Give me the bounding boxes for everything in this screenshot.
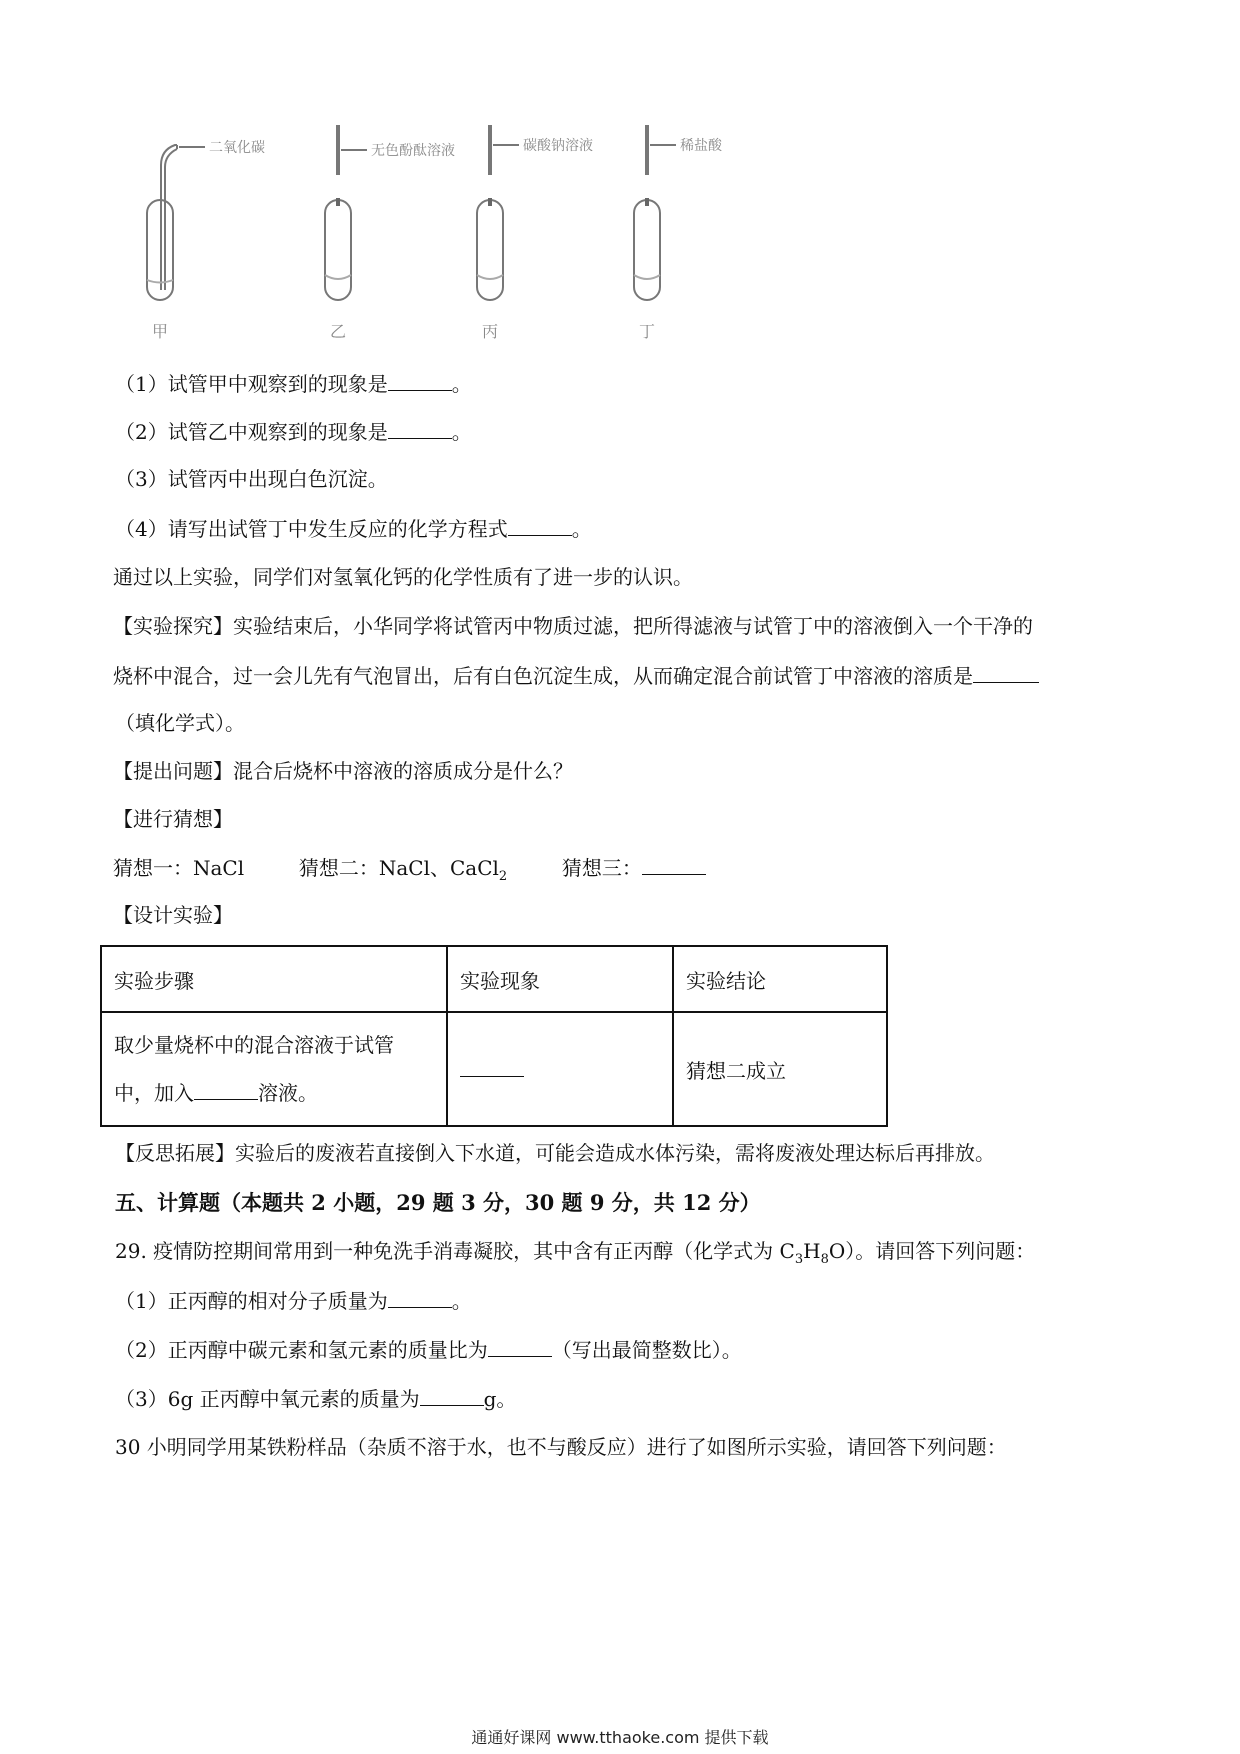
reagent-blank[interactable] <box>194 1079 258 1100</box>
question-29-2: （2）正丙醇中碳元素和氢元素的质量比为 （写出最简整数比）。 <box>115 1338 742 1362</box>
guess-2: 猜想二：NaCl、CaCl$_2$ <box>298 856 508 884</box>
question-4: （4）请写出试管丁中发生反应的化学方程式 。 <box>115 517 592 541</box>
question-2: （2）试管乙中观察到的现象是 。 <box>115 420 472 444</box>
question-heading: 【提出问题】混合后烧杯中溶液的溶质成分是什么？ <box>113 759 573 783</box>
tube-bing <box>477 125 503 300</box>
oxygen-mass-blank[interactable] <box>420 1385 484 1406</box>
question-3: （3）试管丙中出现白色沉淀。 <box>115 467 388 491</box>
header-phenomenon: 实验现象 <box>447 946 673 1012</box>
tube-jia <box>147 145 177 300</box>
summary-text: 通过以上实验，同学们对氢氧化钙的化学性质有了进一步的认识。 <box>113 565 693 589</box>
tube-ding <box>634 125 660 300</box>
cell-steps: 取少量烧杯中的混合溶液于试管 中，加入 溶液。 <box>101 1012 447 1126</box>
reagent-label-jia: 二氧化碳 <box>209 140 265 156</box>
reagent-label-bing: 碳酸钠溶液 <box>523 138 593 154</box>
explore-line-3: （填化学式）。 <box>115 711 245 735</box>
question-29-3: （3）6g 正丙醇中氧元素的质量为 g。 <box>115 1387 517 1411</box>
experiment-table <box>100 945 888 1127</box>
reagent-label-ding: 稀盐酸 <box>680 138 722 154</box>
answer-blank-2[interactable] <box>388 418 452 439</box>
tube-label-ding: 丁 <box>639 322 656 341</box>
tube-label-bing: 丙 <box>482 322 499 341</box>
explore-line-1: 【实验探究】实验结束后，小华同学将试管丙中物质过滤，把所得滤液与试管丁中的溶液倒入一个干净的 <box>113 614 1033 638</box>
phenomenon-blank[interactable] <box>460 1056 524 1077</box>
question-29-1: （1）正丙醇的相对分子质量为 。 <box>115 1289 472 1313</box>
test-tube-figure <box>135 115 775 345</box>
cell-conclusion: 猜想二成立 <box>673 1012 887 1126</box>
answer-blank-4[interactable] <box>508 515 572 536</box>
guess-1: 猜想一：NaCl <box>113 856 245 880</box>
table-row <box>101 1012 887 1126</box>
header-conclusion: 实验结论 <box>673 946 887 1012</box>
guess-3-blank[interactable] <box>642 854 706 875</box>
test-tube-diagram <box>135 115 775 345</box>
guess-3: 猜想三： <box>561 856 642 880</box>
question-1: （1）试管甲中观察到的现象是 。 <box>115 372 472 396</box>
section-title: 五、计算题（本题共 2 小题，29 题 3 分，30 题 9 分，共 12 分） <box>115 1190 761 1215</box>
reflect-text: 【反思拓展】实验后的废液若直接倒入下水道，可能会造成水体污染，需将废液处理达标后再排放。 <box>115 1141 995 1165</box>
tube-label-yi: 乙 <box>330 322 347 341</box>
reagent-label-yi: 无色酚酞溶液 <box>371 143 455 159</box>
table-header-row <box>101 946 887 1012</box>
explore-line-2: 烧杯中混合，过一会儿先有气泡冒出，后有白色沉淀生成，从而确定混合前试管丁中溶液的溶质是 <box>113 662 1039 689</box>
solute-blank[interactable] <box>973 662 1039 683</box>
tube-label-jia: 甲 <box>152 322 169 341</box>
design-heading: 【设计实验】 <box>113 903 233 927</box>
question-30: 30 小明同学用某铁粉样品（杂质不溶于水，也不与酸反应）进行了如图所示实验，请回答下列问题： <box>115 1435 1007 1459</box>
header-steps: 实验步骤 <box>101 946 447 1012</box>
molar-mass-blank[interactable] <box>388 1287 452 1308</box>
cell-phenomenon <box>447 1012 673 1126</box>
page-footer: 通通好课网 www.tthaoke.com 提供下载 <box>471 1728 769 1747</box>
question-29: 29. 疫情防控期间常用到一种免洗手消毒凝胶，其中含有正丙醇（化学式为 $C_3H_8O$）。请回答下列问题： <box>115 1239 1036 1267</box>
answer-blank-1[interactable] <box>388 370 452 391</box>
guesses <box>113 854 706 884</box>
mass-ratio-blank[interactable] <box>488 1336 552 1357</box>
tube-yi <box>325 125 351 300</box>
guess-heading: 【进行猜想】 <box>113 807 233 831</box>
